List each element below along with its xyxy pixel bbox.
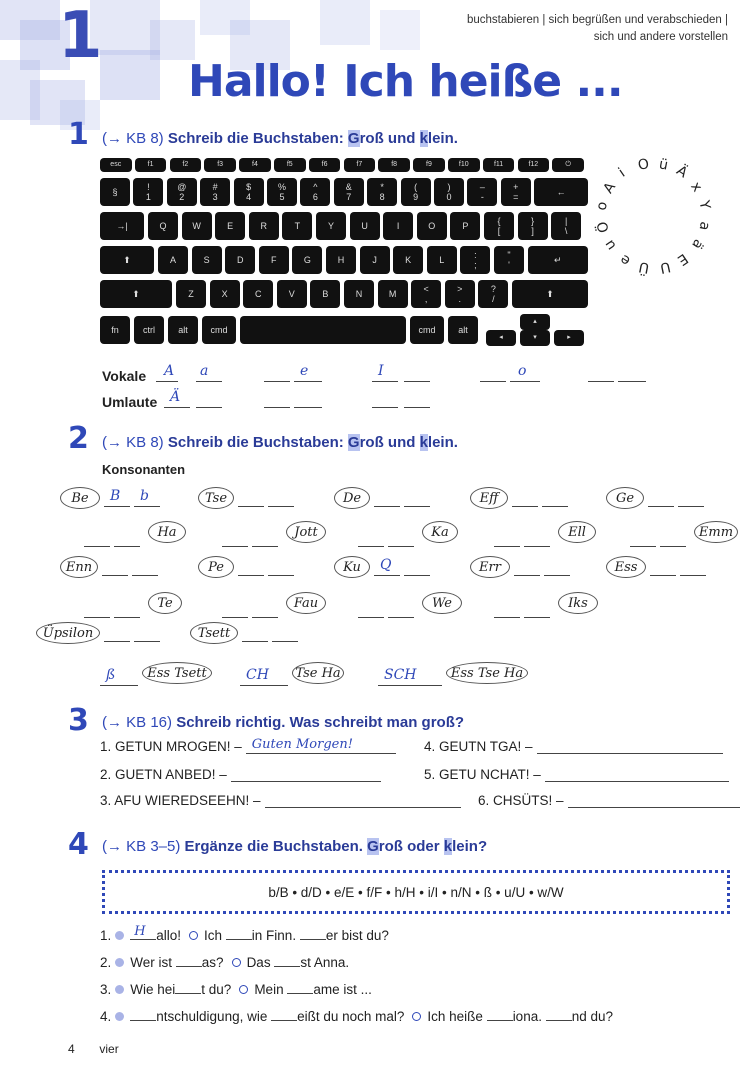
letters-list: b/B • d/D • e/E • f/F • h/H • i/I • n/N • ß • u/U • w/W: [268, 885, 564, 900]
chapter-number: 1: [58, 0, 103, 73]
answer-line[interactable]: [512, 493, 538, 507]
keyboard-key: R: [249, 212, 279, 240]
row-number: 4.: [100, 1009, 112, 1024]
speaker-b-dot: [412, 1012, 421, 1021]
answer-line[interactable]: [84, 533, 110, 547]
keyboard-key: Z: [176, 280, 206, 308]
vokale-label: Vokale: [102, 368, 147, 384]
exercise-3-prompt: 4. GEUTN TGA! –: [424, 739, 533, 754]
answer-line[interactable]: [537, 738, 723, 754]
keyboard-key: esc: [100, 158, 132, 172]
keyboard-key: ⬆: [100, 246, 154, 274]
answer-gap[interactable]: [271, 1008, 297, 1021]
answer-line[interactable]: [238, 493, 264, 507]
letter-name-bubble: Tsett: [190, 622, 238, 644]
letter-name-bubble: Fau: [286, 592, 326, 614]
keyboard-key: % 5: [267, 178, 297, 206]
exercise-3-item: [424, 738, 723, 754]
exercise-3-prompt: 1. GETUN MROGEN! –: [100, 739, 242, 754]
circle-letter: o: [593, 200, 611, 213]
keyboard-key: S: [192, 246, 222, 274]
keyboard-key: @ 2: [167, 178, 197, 206]
answer-line[interactable]: [104, 628, 130, 642]
answer-line[interactable]: [272, 628, 298, 642]
exercise-2-heading: (→ KB 8) Schreib die Buchstaben: Groß und klein.: [102, 434, 458, 451]
keyboard-key: ▸: [554, 330, 584, 346]
answer-gap[interactable]: [287, 981, 313, 994]
keyboard-key: f10: [448, 158, 480, 172]
keyboard-key: f5: [274, 158, 306, 172]
keyboard-key: D: [225, 246, 255, 274]
keyboard-key: fn: [100, 316, 130, 344]
keyboard-key: f7: [344, 158, 376, 172]
answer-line[interactable]: [102, 562, 128, 576]
keyboard-key: K: [393, 246, 423, 274]
speaker-a-dot: [115, 985, 124, 994]
letter-name-bubble: Ka: [422, 521, 458, 543]
handwritten-answer: CH: [246, 667, 269, 683]
answer-gap[interactable]: [546, 1008, 572, 1021]
keyboard-key: A: [158, 246, 188, 274]
answer-line[interactable]: [264, 394, 290, 408]
circle-letter: Ä: [673, 163, 691, 182]
handwritten-answer: I: [378, 363, 384, 379]
answer-line[interactable]: [246, 738, 396, 754]
exercise-3-item: [478, 792, 740, 808]
letter-name-bubble: Ge: [606, 487, 644, 509]
keyboard-key: O: [417, 212, 447, 240]
exercise-3-heading: (→ KB 16) Schreib richtig. Was schreibt man groß?: [102, 714, 465, 731]
answer-line[interactable]: [494, 604, 520, 618]
exercise-3-prompt: 6. CHSÜTS! –: [478, 793, 564, 808]
keyboard-key: ? /: [478, 280, 508, 308]
keyboard-key: Q: [148, 212, 178, 240]
keyboard-key: L: [427, 246, 457, 274]
keyboard-key: < ,: [411, 280, 441, 308]
answer-line[interactable]: [404, 493, 430, 507]
keyboard-key: ! 1: [133, 178, 163, 206]
keyboard-key: ^ 6: [300, 178, 330, 206]
row-number: 2.: [100, 955, 112, 970]
keyboard-key: f4: [239, 158, 271, 172]
answer-line[interactable]: [630, 533, 656, 547]
letter-name-bubble: Üpsilon: [36, 622, 100, 644]
keyboard-key: W: [182, 212, 212, 240]
handwritten-answer: Q: [380, 557, 392, 573]
chapter-topics: buchstabieren | sich begrüßen und verabschieden | sich und andere vorstellen: [466, 14, 728, 43]
exercise-3-prompt: 3. AFU WIEREDSEEHN! –: [100, 793, 261, 808]
answer-gap[interactable]: [487, 1008, 513, 1021]
answer-line[interactable]: [268, 562, 294, 576]
answer-line[interactable]: [374, 493, 400, 507]
circle-letter: O: [636, 156, 651, 175]
keyboard-illustration: [100, 158, 588, 351]
answer-line[interactable]: [404, 368, 430, 382]
answer-line[interactable]: [134, 628, 160, 642]
keyboard-key: f11: [483, 158, 515, 172]
answer-line[interactable]: [231, 766, 381, 782]
keyboard-key: T: [282, 212, 312, 240]
handwritten-answer: a: [200, 363, 209, 379]
answer-line[interactable]: [524, 604, 550, 618]
answer-line[interactable]: [680, 562, 706, 576]
handwritten-answer: B: [110, 488, 121, 504]
handwritten-answer: Guten Morgen!: [251, 737, 353, 752]
keyboard-key: f8: [378, 158, 410, 172]
circle-letter: E: [674, 249, 691, 269]
keyboard-key: M: [378, 280, 408, 308]
answer-line[interactable]: [404, 394, 430, 408]
keyboard-key: $ 4: [234, 178, 264, 206]
keyboard-key: f2: [170, 158, 202, 172]
keyboard-key: cmd: [202, 316, 236, 344]
speaker-b-dot: [232, 958, 241, 967]
exercise-3-prompt: 2. GUETN ANBED! –: [100, 767, 227, 782]
answer-line[interactable]: [388, 533, 414, 547]
speaker-b-dot: [189, 931, 198, 940]
keyboard-key: C: [243, 280, 273, 308]
answer-gap[interactable]: [274, 954, 300, 967]
keyboard-key: N: [344, 280, 374, 308]
answer-line[interactable]: [358, 604, 384, 618]
handwritten-answer: e: [300, 363, 309, 379]
answer-line[interactable]: [480, 368, 506, 382]
answer-line[interactable]: [294, 394, 322, 408]
letter-name-bubble: Ess: [606, 556, 646, 578]
exercise-1-number: 1: [68, 117, 89, 152]
keyboard-key: J: [360, 246, 390, 274]
keyboard-key: ctrl: [134, 316, 164, 344]
keyboard-key: " ': [494, 246, 524, 274]
keyboard-key: ⬆: [100, 280, 172, 308]
exercise-3-number: 3: [68, 703, 89, 738]
keyboard-key: – -: [467, 178, 497, 206]
letter-name-bubble: Iks: [558, 592, 598, 614]
circle-letter: Ö: [594, 219, 613, 234]
answer-gap[interactable]: [130, 1008, 156, 1021]
exercise-1-heading: (→ KB 8) Schreib die Buchstaben: Groß und klein.: [102, 130, 458, 147]
handwritten-answer: ß: [106, 667, 116, 683]
circle-letter: i: [615, 165, 628, 181]
letter-name-bubble: Tse: [198, 487, 234, 509]
keyboard-key: * 8: [367, 178, 397, 206]
letter-name-bubble: Ess Tse Ha: [446, 662, 528, 684]
letter-name-bubble: Ku: [334, 556, 370, 578]
answer-line[interactable]: [660, 533, 686, 547]
answer-gap[interactable]: H: [130, 927, 156, 940]
keyboard-key: §: [100, 178, 130, 206]
letter-name-bubble: Ha: [148, 521, 186, 543]
answer-line[interactable]: [114, 604, 140, 618]
answer-line[interactable]: [618, 368, 646, 382]
letter-name-bubble: De: [334, 487, 370, 509]
keyboard-key: : ;: [460, 246, 490, 274]
answer-line[interactable]: [494, 533, 520, 547]
keyboard-key: + =: [501, 178, 531, 206]
letter-name-bubble: Jott: [286, 521, 326, 543]
keyboard-key: f3: [204, 158, 236, 172]
answer-line[interactable]: [650, 562, 676, 576]
keyboard-key: ▴: [520, 314, 550, 330]
konsonanten-label: Konsonanten: [102, 462, 186, 477]
handwritten-answer: SCH: [384, 667, 417, 683]
keyboard-key: ▾: [520, 330, 550, 346]
keyboard-key: →|: [100, 212, 144, 240]
letter-name-bubble: Pe: [198, 556, 234, 578]
letter-circle: [593, 156, 716, 281]
exercise-3-item: [424, 766, 729, 782]
speaker-a-dot: [115, 1012, 124, 1021]
keyboard-key: } ]: [518, 212, 548, 240]
page-footer: 4 vier: [68, 1042, 119, 1056]
keyboard-key: > .: [445, 280, 475, 308]
speaker-a-dot: [115, 958, 124, 967]
keyboard-key: ) 0: [434, 178, 464, 206]
row-number: 3.: [100, 982, 112, 997]
answer-line[interactable]: [648, 493, 674, 507]
answer-line[interactable]: [358, 533, 384, 547]
circle-letter: Y: [695, 199, 713, 212]
answer-line[interactable]: [238, 562, 264, 576]
circle-letter: u: [601, 237, 620, 254]
answer-line[interactable]: [242, 628, 268, 642]
row-number: 1.: [100, 928, 112, 943]
answer-line[interactable]: [222, 533, 248, 547]
answer-line[interactable]: [264, 368, 290, 382]
circle-letter: ä: [687, 236, 706, 253]
keyboard-key: B: [310, 280, 340, 308]
keyboard-key: ( 9: [401, 178, 431, 206]
keyboard-key: f9: [413, 158, 445, 172]
answer-line[interactable]: [252, 604, 278, 618]
letter-name-bubble: Enn: [60, 556, 98, 578]
circle-letter: x: [687, 178, 705, 195]
handwritten-answer: o: [518, 363, 527, 379]
exercise-4-row: 3. Wie hei t du? Mein ame ist ...: [100, 982, 372, 997]
answer-line[interactable]: [252, 533, 278, 547]
letter-name-bubble: Be: [60, 487, 100, 509]
keyboard-key: f12: [518, 158, 550, 172]
keyboard-key: alt: [448, 316, 478, 344]
answer-line[interactable]: [544, 562, 570, 576]
circle-letter: e: [616, 250, 633, 269]
keyboard-key: f6: [309, 158, 341, 172]
answer-line[interactable]: [372, 394, 398, 408]
keyboard-key: [240, 316, 406, 344]
exercise-2-number: 2: [68, 421, 89, 456]
circle-letter: U: [658, 257, 672, 276]
letter-name-bubble: Tse Ha: [292, 662, 344, 684]
keyboard-key: F: [259, 246, 289, 274]
handwritten-answer: b: [140, 488, 149, 504]
keyboard-key: { [: [484, 212, 514, 240]
keyboard-key: alt: [168, 316, 198, 344]
keyboard-key: | \: [551, 212, 581, 240]
answer-line[interactable]: [542, 493, 568, 507]
exercise-4-row: 4. ntschuldigung, wie eißt du noch mal? Ich heiße iona. nd du?: [100, 1009, 614, 1024]
letter-name-bubble: Err: [470, 556, 510, 578]
keyboard-key: I: [383, 212, 413, 240]
keyboard-key: & 7: [334, 178, 364, 206]
answer-line[interactable]: [588, 368, 614, 382]
answer-line[interactable]: [268, 493, 294, 507]
keyboard-key: G: [292, 246, 322, 274]
answer-line[interactable]: [132, 562, 158, 576]
answer-gap[interactable]: [300, 927, 326, 940]
letters-box: [102, 870, 730, 914]
speaker-a-dot: [115, 931, 124, 940]
answer-line[interactable]: [404, 562, 430, 576]
keyboard-key: E: [215, 212, 245, 240]
exercise-3-prompt: 5. GETU NCHAT! –: [424, 767, 541, 782]
answer-line[interactable]: [514, 562, 540, 576]
page-title: Hallo! Ich heiße ...: [188, 56, 623, 107]
umlaute-label: Umlaute: [102, 394, 158, 410]
exercise-4-row: 1. H allo! Ich in Finn. er bist du?: [100, 924, 389, 943]
keyboard-key: U: [350, 212, 380, 240]
answer-line[interactable]: [678, 493, 704, 507]
exercise-4-row: 2. Wer ist as? Das st Anna.: [100, 955, 350, 970]
answer-line[interactable]: [114, 533, 140, 547]
keyboard-key: H: [326, 246, 356, 274]
exercise-3-item: [100, 766, 381, 782]
exercise-3-item: [100, 792, 461, 808]
keyboard-key: X: [210, 280, 240, 308]
circle-letter: a: [695, 219, 714, 232]
letter-name-bubble: Te: [148, 592, 182, 614]
keyboard-key: f1: [135, 158, 167, 172]
keyboard-key: ◂: [486, 330, 516, 346]
circle-letter: Ü: [638, 258, 652, 276]
letter-name-bubble: We: [422, 592, 462, 614]
keyboard-key: P: [450, 212, 480, 240]
exercise-4-heading: (→ KB 3–5) Ergänze die Buchstaben. Groß oder klein?: [102, 838, 488, 855]
answer-line[interactable]: [388, 604, 414, 618]
keyboard-key: ←: [534, 178, 588, 206]
keyboard-key: Y: [316, 212, 346, 240]
exercise-4-number: 4: [68, 827, 89, 862]
keyboard-key: cmd: [410, 316, 444, 344]
handwritten-answer: A: [164, 363, 175, 379]
circle-letter: A: [600, 179, 620, 196]
exercise-3-item: [100, 738, 396, 754]
speaker-b-dot: [239, 985, 248, 994]
keyboard-key: # 3: [200, 178, 230, 206]
answer-line[interactable]: [222, 604, 248, 618]
answer-line[interactable]: [372, 368, 398, 382]
circle-letter: ü: [657, 156, 669, 174]
answer-line[interactable]: [568, 792, 740, 808]
answer-line[interactable]: [84, 604, 110, 618]
letter-name-bubble: Eff: [470, 487, 508, 509]
keyboard-key: V: [277, 280, 307, 308]
keyboard-key: ↵: [528, 246, 588, 274]
answer-line[interactable]: [545, 766, 729, 782]
letter-name-bubble: Ell: [558, 521, 596, 543]
answer-gap[interactable]: [175, 981, 201, 994]
handwritten-answer: Ä: [170, 389, 181, 405]
answer-line[interactable]: [524, 533, 550, 547]
keyboard-key: ⏻: [552, 158, 584, 172]
answer-gap[interactable]: [226, 927, 252, 940]
letter-name-bubble: Ess Tsett: [142, 662, 212, 684]
answer-gap[interactable]: [176, 954, 202, 967]
letter-name-bubble: Emm: [694, 521, 738, 543]
answer-line[interactable]: [265, 792, 461, 808]
answer-line[interactable]: [196, 394, 222, 408]
keyboard-key: ⬆: [512, 280, 588, 308]
